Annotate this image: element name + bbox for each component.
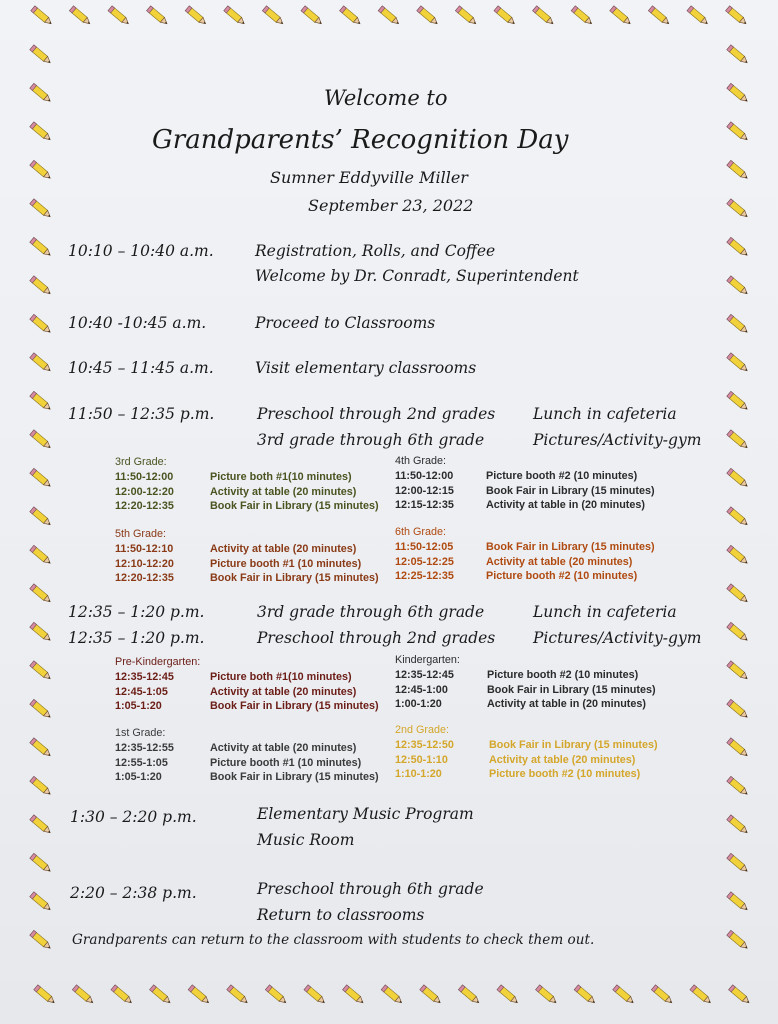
- schedule-event: 3rd grade through 6th grade: [257, 603, 485, 621]
- pencil-icon: [30, 199, 52, 219]
- pencil-icon: [31, 6, 53, 26]
- pencil-icon: [30, 83, 52, 103]
- pencil-icon: [227, 985, 249, 1005]
- grade-row-activity: Activity at table (20 minutes): [210, 685, 357, 698]
- pencil-icon: [30, 892, 52, 912]
- grade-row-activity: Book Fair in Library (15 minutes): [487, 683, 656, 696]
- grade-row-activity: Book Fair in Library (15 minutes): [210, 771, 379, 783]
- pencil-icon: [265, 985, 287, 1005]
- grade-row-activity: Book Fair in Library (15 minutes): [486, 484, 655, 497]
- pencil-icon: [727, 276, 749, 296]
- schedule-time: 12:35 – 1:20 p.m.: [68, 629, 205, 647]
- pencil-icon: [727, 122, 749, 142]
- pencil-icon: [727, 699, 749, 719]
- pencil-icon: [613, 985, 635, 1005]
- grade-row-activity: Book Fair in Library (15 minutes): [486, 541, 655, 553]
- schedule-location: Lunch in cafeteria: [533, 405, 677, 423]
- pencil-icon: [727, 391, 749, 411]
- grade-row-time: 12:35-12:45: [395, 669, 454, 681]
- schedule-location: Pictures/Activity-gym: [533, 629, 702, 647]
- pencil-icon: [726, 6, 748, 26]
- pencil-icon: [727, 584, 749, 604]
- grade-row-time: 12:35-12:55: [115, 742, 174, 754]
- grade-title: 1st Grade:: [115, 727, 166, 739]
- schedule-time: 10:40 -10:45 a.m.: [68, 314, 207, 332]
- grade-row-activity: Picture booth #2 (10 minutes): [486, 470, 638, 482]
- schedule-event: 3rd grade through 6th grade: [257, 431, 485, 449]
- grade-row-time: 11:50-12:00: [115, 471, 174, 483]
- pencil-icon: [727, 545, 749, 565]
- grade-row-time: 11:50-12:10: [115, 543, 174, 555]
- grade-row-time: 12:45-1:05: [115, 685, 168, 698]
- grade-row-time: 12:00-12:15: [395, 484, 454, 497]
- welcome-heading: Welcome to: [324, 86, 448, 110]
- pencil-icon: [727, 430, 749, 450]
- grade-row-time: 1:05-1:20: [115, 700, 162, 712]
- pencil-icon: [30, 584, 52, 604]
- grade-row-time: 12:10-12:20: [115, 557, 174, 570]
- grade-row-activity: Book Fair in Library (15 minutes): [210, 500, 379, 512]
- grade-row-time: 12:45-1:00: [395, 683, 448, 696]
- schedule-event: Registration, Rolls, and Coffee: [255, 242, 496, 260]
- grade-row-time: 12:50-1:10: [395, 753, 448, 766]
- grade-title: 6th Grade:: [395, 526, 447, 538]
- grade-row-time: 12:00-12:20: [115, 485, 174, 498]
- pencil-icon: [30, 314, 52, 334]
- pencil-icon: [727, 892, 749, 912]
- grade-row-time: 12:20-12:35: [115, 500, 174, 512]
- pencil-icon: [420, 985, 442, 1005]
- grade-row-time: 1:00-1:20: [395, 698, 442, 710]
- pencil-icon: [571, 6, 593, 26]
- schedule-location: Lunch in cafeteria: [533, 603, 677, 621]
- pencil-icon: [262, 6, 284, 26]
- grade-row-activity: Book Fair in Library (15 minutes): [489, 739, 658, 751]
- pencil-icon: [30, 699, 52, 719]
- pencil-icon: [690, 985, 712, 1005]
- schedule-time: 1:30 – 2:20 p.m.: [70, 808, 197, 826]
- grade-title: 4th Grade:: [395, 455, 447, 467]
- pencil-icon: [727, 45, 749, 65]
- schedule-event: Music Room: [257, 831, 355, 849]
- pencil-icon: [727, 661, 749, 681]
- schedule-location: Pictures/Activity-gym: [533, 431, 702, 449]
- pencil-icon: [648, 6, 670, 26]
- grade-row-time: 11:50-12:00: [395, 470, 454, 482]
- pencil-icon: [30, 545, 52, 565]
- pencil-icon: [378, 6, 400, 26]
- pencil-icon: [727, 815, 749, 835]
- pencil-icon: [727, 776, 749, 796]
- pencil-icon: [494, 6, 516, 26]
- pencil-icon: [381, 985, 403, 1005]
- grade-row-activity: Activity at table (20 minutes): [210, 485, 357, 498]
- grade-row-activity: Picture booth #2 (10 minutes): [487, 669, 639, 681]
- pencil-icon: [147, 6, 169, 26]
- pencil-icon: [687, 6, 709, 26]
- pencil-icon: [30, 391, 52, 411]
- pencil-icon: [30, 738, 52, 758]
- pencil-icon: [536, 985, 558, 1005]
- pencil-icon: [610, 6, 632, 26]
- pencil-icon: [30, 276, 52, 296]
- pencil-icon: [727, 160, 749, 180]
- grade-row-time: 12:05-12:25: [395, 555, 454, 568]
- grade-row-activity: Activity at table (20 minutes): [210, 742, 357, 754]
- pencil-icon: [729, 985, 751, 1005]
- grade-row-time: 11:50-12:05: [395, 541, 454, 553]
- pencil-icon: [30, 930, 52, 950]
- schedule-event: Welcome by Dr. Conradt, Superintendent: [255, 267, 579, 285]
- pencil-icon: [69, 6, 91, 26]
- pencil-icon: [30, 661, 52, 681]
- schedule-time: 12:35 – 1:20 p.m.: [68, 603, 205, 621]
- grade-row-activity: Activity at table in (20 minutes): [487, 698, 646, 710]
- grade-row-time: 12:20-12:35: [115, 572, 174, 584]
- pencil-icon: [727, 853, 749, 873]
- grade-row-time: 1:05-1:20: [115, 771, 162, 783]
- footer-note: Grandparents can return to the classroom with students to check them out.: [72, 932, 595, 948]
- pencil-icon: [651, 985, 673, 1005]
- pencil-icon: [30, 430, 52, 450]
- pencil-icon: [458, 985, 480, 1005]
- event-date: September 23, 2022: [308, 196, 474, 215]
- pencil-icon: [497, 985, 519, 1005]
- pencil-icon: [150, 985, 172, 1005]
- pencil-icon: [727, 507, 749, 527]
- grade-row-activity: Picture both #1(10 minutes): [210, 671, 352, 683]
- pencil-icon: [455, 6, 477, 26]
- grade-row-activity: Activity at table in (20 minutes): [486, 499, 645, 511]
- pencil-icon: [30, 507, 52, 527]
- pencil-icon: [340, 6, 362, 26]
- schedule-event: Preschool through 2nd grades: [257, 405, 496, 423]
- grade-row-activity: Activity at table (20 minutes): [210, 543, 357, 555]
- grade-row-activity: Picture booth #1 (10 minutes): [210, 557, 362, 570]
- pencil-icon: [727, 237, 749, 257]
- pencil-icon: [30, 815, 52, 835]
- pencil-icon: [72, 985, 94, 1005]
- pencil-icon: [30, 853, 52, 873]
- schedule-time: 11:50 – 12:35 p.m.: [68, 405, 215, 423]
- schedule-event: Preschool through 2nd grades: [257, 629, 496, 647]
- pencil-icon: [533, 6, 555, 26]
- pencil-icon: [34, 985, 56, 1005]
- pencil-icon: [224, 6, 246, 26]
- grade-title: 3rd Grade:: [115, 456, 167, 468]
- schedule-time: 10:45 – 11:45 a.m.: [68, 359, 214, 377]
- page-title: Grandparents’ Recognition Day: [152, 125, 569, 155]
- schedule-time: 2:20 – 2:38 p.m.: [70, 884, 197, 902]
- grade-row-activity: Picture booth #2 (10 minutes): [486, 570, 638, 582]
- school-names: Sumner Eddyville Miller: [270, 168, 468, 187]
- grade-row-activity: Picture booth #1 (10 minutes): [210, 756, 362, 769]
- grade-row-time: 12:15-12:35: [395, 499, 454, 511]
- pencil-icon: [727, 622, 749, 642]
- pencil-icon: [727, 353, 749, 373]
- pencil-icon: [30, 160, 52, 180]
- grade-row-time: 1:10-1:20: [395, 768, 442, 780]
- pencil-icon: [185, 6, 207, 26]
- pencil-icon: [30, 353, 52, 373]
- pencil-icon: [343, 985, 365, 1005]
- schedule-event: Visit elementary classrooms: [255, 359, 477, 377]
- schedule-event: Return to classrooms: [257, 906, 425, 924]
- pencil-icon: [727, 314, 749, 334]
- pencil-icon: [574, 985, 596, 1005]
- pencil-icon: [30, 776, 52, 796]
- schedule-event: Preschool through 6th grade: [257, 880, 484, 898]
- pencil-icon: [727, 468, 749, 488]
- grade-row-activity: Activity at table (20 minutes): [486, 555, 633, 568]
- grade-row-activity: Book Fair in Library (15 minutes): [210, 700, 379, 712]
- pencil-icon: [30, 468, 52, 488]
- pencil-icon: [30, 622, 52, 642]
- pencil-icon: [304, 985, 326, 1005]
- grade-row-time: 12:35-12:50: [395, 739, 454, 751]
- grade-title: 5th Grade:: [115, 528, 167, 540]
- grade-row-time: 12:55-1:05: [115, 756, 168, 769]
- schedule-time: 10:10 – 10:40 a.m.: [68, 242, 214, 260]
- schedule-event: Elementary Music Program: [257, 805, 474, 823]
- pencil-icon: [188, 985, 210, 1005]
- grade-row-activity: Picture both #1(10 minutes): [210, 471, 352, 483]
- pencil-icon: [417, 6, 439, 26]
- pencil-icon: [111, 985, 133, 1005]
- pencil-icon: [727, 83, 749, 103]
- pencil-icon: [727, 738, 749, 758]
- grade-row-time: 12:35-12:45: [115, 671, 174, 683]
- grade-row-activity: Activity at table (20 minutes): [489, 753, 636, 766]
- pencil-icon: [301, 6, 323, 26]
- pencil-icon: [727, 199, 749, 219]
- grade-title: 2nd Grade:: [395, 724, 450, 736]
- grade-row-time: 12:25-12:35: [395, 570, 454, 582]
- pencil-icon: [30, 237, 52, 257]
- grade-title: Pre-Kindergarten:: [115, 656, 201, 668]
- pencil-icon: [30, 122, 52, 142]
- pencil-icon: [30, 45, 52, 65]
- grade-row-activity: Picture booth #2 (10 minutes): [489, 768, 641, 780]
- schedule-event: Proceed to Classrooms: [255, 314, 436, 332]
- grade-title: Kindergarten:: [395, 654, 460, 666]
- grade-row-activity: Book Fair in Library (15 minutes): [210, 572, 379, 584]
- pencil-icon: [108, 6, 130, 26]
- pencil-icon: [727, 930, 749, 950]
